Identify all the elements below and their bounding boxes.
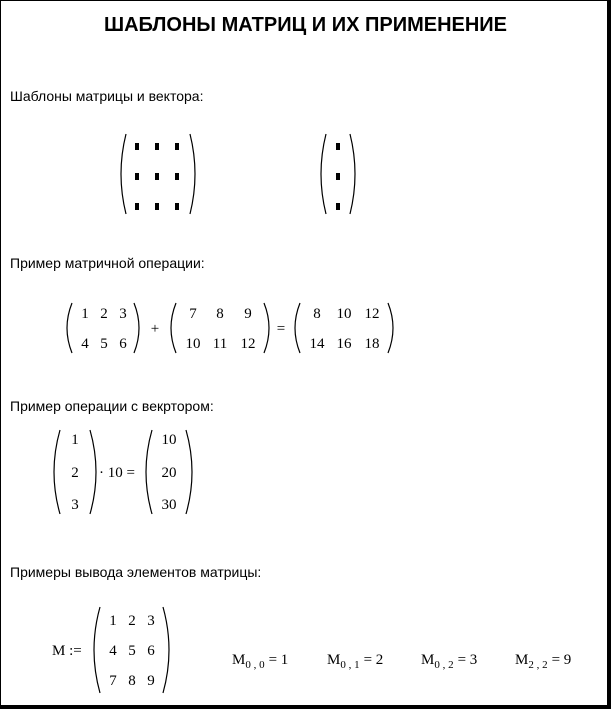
element-value: = 2 bbox=[363, 652, 384, 668]
element-name: M bbox=[327, 652, 341, 668]
matrix-a bbox=[67, 303, 139, 353]
cell: 5 bbox=[128, 643, 136, 659]
element-index: 0 , 1 bbox=[340, 659, 360, 671]
cell: 6 bbox=[147, 643, 155, 659]
element-value: = 9 bbox=[551, 652, 572, 668]
templates-heading: Шаблоны матрицы и вектора: bbox=[10, 88, 204, 104]
cell: 10 bbox=[336, 306, 352, 322]
cell: 3 bbox=[71, 497, 79, 513]
matrix-result bbox=[295, 303, 393, 353]
svg-text:M0 , 2= 3 bbox=[421, 652, 477, 671]
element-index: 0 , 2 bbox=[434, 659, 454, 671]
page-title: ШАБЛОНЫ МАТРИЦ И ИХ ПРИМЕНЕНИЕ bbox=[103, 14, 508, 36]
svg-text:M0 , 0= 1 bbox=[232, 652, 288, 671]
cell: 30 bbox=[161, 497, 177, 513]
cell: 10 bbox=[185, 336, 201, 352]
cell: 7 bbox=[109, 673, 117, 689]
cell: 3 bbox=[119, 306, 127, 322]
cell: 2 bbox=[100, 306, 108, 322]
cell: 18 bbox=[364, 336, 380, 352]
cell: 8 bbox=[128, 673, 136, 689]
element-index: 2 , 2 bbox=[528, 659, 548, 671]
vector-template[interactable] bbox=[321, 134, 355, 214]
cell: 2 bbox=[71, 465, 79, 481]
vector-v bbox=[54, 430, 96, 514]
cell: 11 bbox=[212, 336, 228, 352]
element-output-00 bbox=[232, 652, 288, 671]
matrix-op-heading: Пример матричной операции: bbox=[10, 255, 205, 271]
cell: 9 bbox=[147, 673, 155, 689]
element-name: M bbox=[232, 652, 246, 668]
element-name: M bbox=[515, 652, 529, 668]
cell: 4 bbox=[109, 643, 117, 659]
element-value: = 3 bbox=[457, 652, 478, 668]
cell: 8 bbox=[313, 306, 321, 322]
cell: 7 bbox=[189, 306, 197, 322]
cell: 12 bbox=[364, 306, 380, 322]
cell: 12 bbox=[240, 336, 256, 352]
element-output-01 bbox=[327, 652, 383, 671]
matrix-b bbox=[171, 303, 269, 353]
plus-sign: + bbox=[150, 321, 160, 337]
vector-op-heading: Пример операции с векртором: bbox=[10, 398, 214, 414]
svg-text:M0 , 1= 2 bbox=[327, 652, 383, 671]
cell: 5 bbox=[100, 336, 108, 352]
scalar-multiply: · 10 = bbox=[99, 465, 135, 481]
element-index: 0 , 0 bbox=[245, 659, 265, 671]
cell: 6 bbox=[119, 336, 127, 352]
cell: 1 bbox=[109, 613, 117, 629]
equals-sign: = bbox=[276, 321, 286, 337]
element-output-02 bbox=[421, 652, 477, 671]
cell: 9 bbox=[244, 306, 252, 322]
cell: 16 bbox=[336, 336, 352, 352]
cell: 1 bbox=[81, 306, 89, 322]
matrix-template[interactable] bbox=[121, 134, 195, 214]
cell: 8 bbox=[216, 306, 224, 322]
element-value: = 1 bbox=[268, 652, 289, 668]
cell: 4 bbox=[81, 336, 89, 352]
cell: 20 bbox=[161, 465, 177, 481]
cell: 3 bbox=[147, 613, 155, 629]
matrix-m bbox=[94, 607, 169, 693]
element-output-22 bbox=[515, 652, 571, 671]
elements-heading: Примеры вывода элементов матрицы: bbox=[10, 564, 262, 580]
element-name: M bbox=[421, 652, 435, 668]
cell: 14 bbox=[309, 336, 325, 352]
matrix-assign: M := bbox=[52, 643, 82, 659]
vector-result bbox=[146, 430, 192, 514]
cell: 2 bbox=[128, 613, 136, 629]
svg-text:M2 , 2= 9 bbox=[515, 652, 571, 671]
cell: 10 bbox=[161, 432, 177, 448]
cell: 1 bbox=[71, 432, 79, 448]
